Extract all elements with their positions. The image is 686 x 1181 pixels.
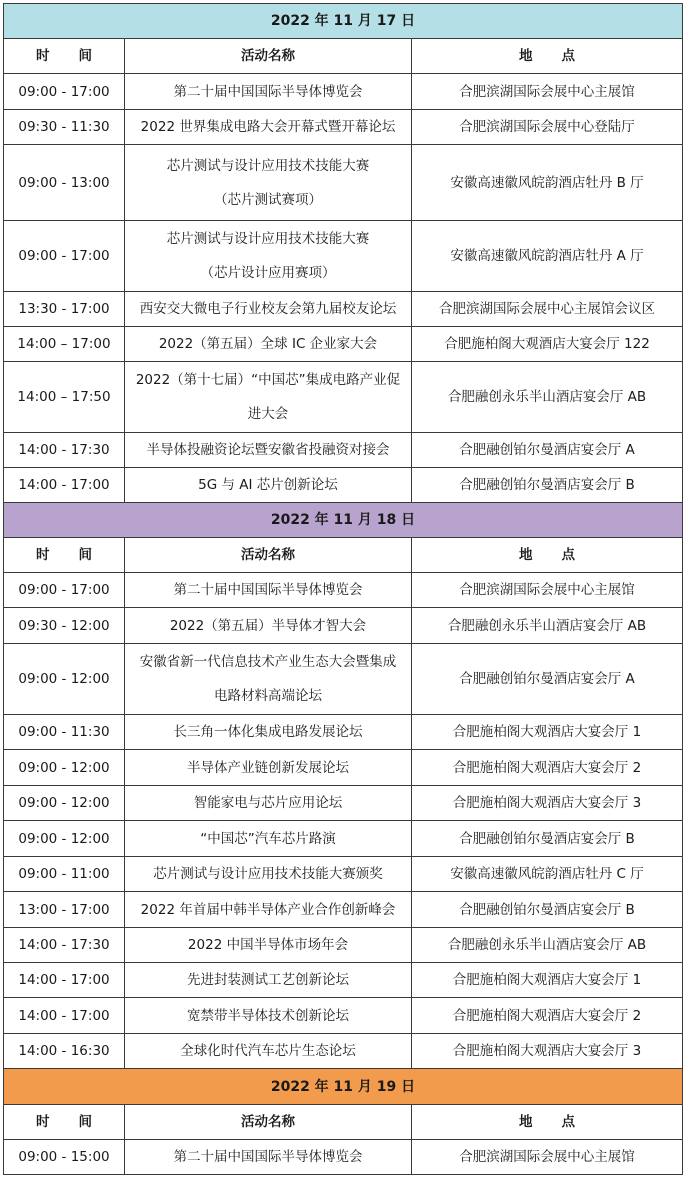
event-time: 14:00 - 17:00: [4, 468, 125, 503]
table-row: [4, 715, 683, 750]
event-time: 09:00 - 11:00: [4, 857, 125, 892]
date-cell: 2022 年 11 月 18 日: [4, 503, 683, 538]
event-name: 全球化时代汽车芯片生态论坛: [125, 1034, 412, 1069]
header-time: 时 间: [4, 39, 125, 74]
header-row: [4, 538, 683, 573]
event-location: 合肥融创铂尔曼酒店宴会厅 B: [412, 892, 683, 928]
event-location: 安徽高速徽风皖韵酒店牡丹 C 厅: [412, 857, 683, 892]
event-time: 14:00 - 17:30: [4, 928, 125, 963]
event-name: [125, 221, 412, 292]
event-location: 合肥融创永乐半山酒店宴会厅 AB: [412, 928, 683, 963]
event-name-line2: （芯片测试赛项）: [214, 191, 322, 208]
event-location: 合肥融创铂尔曼酒店宴会厅 B: [412, 821, 683, 857]
event-name-line1: 安徽省新一代信息技术产业生态大会暨集成: [139, 654, 397, 670]
event-location: 合肥滨湖国际会展中心主展馆会议区: [412, 292, 683, 327]
event-name-line2: （芯片设计应用赛项）: [200, 265, 336, 281]
event-name: 2022 世界集成电路大会开幕式暨开幕论坛: [125, 110, 412, 145]
event-time: 14:00 - 17:00: [4, 963, 125, 998]
event-name: 2022（第五届）全球 IC 企业家大会: [125, 327, 412, 362]
table-row: [4, 608, 683, 644]
event-name: 长三角一体化集成电路发展论坛: [125, 715, 412, 750]
event-location: 合肥滨湖国际会展中心主展馆: [412, 1140, 683, 1175]
table-row: [4, 1034, 683, 1069]
event-name: 2022（第五届）半导体才智大会: [125, 608, 412, 644]
event-location: 合肥融创永乐半山酒店宴会厅 AB: [412, 608, 683, 644]
table-row: [4, 1140, 683, 1175]
header-location: 地 点: [412, 39, 683, 74]
event-location: 合肥施柏阁大观酒店大宴会厅 3: [412, 1034, 683, 1069]
table-row: [4, 110, 683, 145]
table-row: [4, 327, 683, 362]
event-time: 09:00 - 12:00: [4, 821, 125, 857]
schedule-body: [4, 4, 683, 1175]
event-name: 半导体产业链创新发展论坛: [125, 750, 412, 786]
header-row: [4, 39, 683, 74]
event-location: 合肥滨湖国际会展中心主展馆: [412, 573, 683, 608]
table-row: [4, 963, 683, 998]
event-location: 合肥施柏阁大观酒店大宴会厅 2: [412, 998, 683, 1034]
header-location: 地 点: [412, 538, 683, 573]
event-time: 09:30 - 11:30: [4, 110, 125, 145]
event-location: 合肥施柏阁大观酒店大宴会厅 122: [412, 327, 683, 362]
event-name: 芯片测试与设计应用技术技能大赛颁奖: [125, 857, 412, 892]
event-name-line1: 芯片测试与设计应用技术技能大赛: [166, 231, 370, 247]
event-location: 安徽高速徽风皖韵酒店牡丹 B 厅: [412, 145, 683, 221]
table-row: [4, 74, 683, 110]
header-time: 时 间: [4, 538, 125, 573]
table-row: [4, 821, 683, 857]
event-location: 合肥滨湖国际会展中心主展馆: [412, 74, 683, 110]
event-name: 先进封装测试工艺创新论坛: [125, 963, 412, 998]
event-name: 5G 与 AI 芯片创新论坛: [125, 468, 412, 503]
event-name: 西安交大微电子行业校友会第九届校友论坛: [125, 292, 412, 327]
event-name-line2: 电路材料高端论坛: [214, 688, 322, 704]
header-time: 时 间: [4, 1105, 125, 1140]
date-row-day3: [4, 1069, 683, 1105]
event-name: 宽禁带半导体技术创新论坛: [125, 998, 412, 1034]
table-row: [4, 468, 683, 503]
date-row-day1: [4, 4, 683, 39]
table-row: [4, 892, 683, 928]
event-time: 09:00 - 15:00: [4, 1140, 125, 1175]
event-time: 09:00 - 12:00: [4, 644, 125, 715]
date-cell: 2022 年 11 月 19 日: [4, 1069, 683, 1105]
date-row-day2: [4, 503, 683, 538]
event-time: 09:00 - 12:00: [4, 750, 125, 786]
table-row: [4, 644, 683, 715]
event-name: 第二十届中国国际半导体博览会: [125, 573, 412, 608]
event-name: “中国芯”汽车芯片路演: [125, 821, 412, 857]
table-row: [4, 998, 683, 1034]
event-name: 第二十届中国国际半导体博览会: [125, 74, 412, 110]
table-row: [4, 292, 683, 327]
table-row: [4, 362, 683, 433]
event-name: [125, 145, 412, 221]
event-time: 09:00 - 17:00: [4, 221, 125, 292]
event-location: 合肥施柏阁大观酒店大宴会厅 3: [412, 786, 683, 821]
event-location: 安徽高速徽风皖韵酒店牡丹 A 厅: [412, 221, 683, 292]
event-time: 13:30 - 17:00: [4, 292, 125, 327]
header-name: 活动名称: [125, 538, 412, 573]
event-location: 合肥施柏阁大观酒店大宴会厅 1: [412, 963, 683, 998]
table-row: [4, 857, 683, 892]
header-name: 活动名称: [125, 39, 412, 74]
event-time: 14:00 - 16:30: [4, 1034, 125, 1069]
header-row: [4, 1105, 683, 1140]
table-row: [4, 433, 683, 468]
event-time: 14:00 - 17:30: [4, 433, 125, 468]
event-location: 合肥融创铂尔曼酒店宴会厅 B: [412, 468, 683, 503]
table-row: [4, 221, 683, 292]
table-row: [4, 573, 683, 608]
event-time: 09:00 - 12:00: [4, 786, 125, 821]
event-time: 09:00 - 11:30: [4, 715, 125, 750]
event-location: 合肥融创铂尔曼酒店宴会厅 A: [412, 644, 683, 715]
event-name: 智能家电与芯片应用论坛: [125, 786, 412, 821]
event-location: 合肥施柏阁大观酒店大宴会厅 2: [412, 750, 683, 786]
event-name: [125, 362, 412, 433]
event-location: 合肥融创铂尔曼酒店宴会厅 A: [412, 433, 683, 468]
event-name: 第二十届中国国际半导体博览会: [125, 1140, 412, 1175]
header-name: 活动名称: [125, 1105, 412, 1140]
schedule-table: [3, 3, 683, 1175]
event-time: 14:00 – 17:00: [4, 327, 125, 362]
event-time: 14:00 - 17:00: [4, 998, 125, 1034]
table-row: [4, 786, 683, 821]
header-location: 地 点: [412, 1105, 683, 1140]
table-row: [4, 928, 683, 963]
event-time: 14:00 – 17:50: [4, 362, 125, 433]
event-location: 合肥融创永乐半山酒店宴会厅 AB: [412, 362, 683, 433]
event-name: 2022 年首届中韩半导体产业合作创新峰会: [125, 892, 412, 928]
event-time: 13:00 - 17:00: [4, 892, 125, 928]
date-cell: 2022 年 11 月 17 日: [4, 4, 683, 39]
event-time: 09:00 - 17:00: [4, 74, 125, 110]
event-time: 09:00 - 17:00: [4, 573, 125, 608]
event-name: 2022 中国半导体市场年会: [125, 928, 412, 963]
event-name: 半导体投融资论坛暨安徽省投融资对接会: [125, 433, 412, 468]
event-name: [125, 644, 412, 715]
event-time: 09:00 - 13:00: [4, 145, 125, 221]
table-row: [4, 750, 683, 786]
event-name-line2: 进大会: [247, 406, 289, 422]
event-location: 合肥施柏阁大观酒店大宴会厅 1: [412, 715, 683, 750]
event-time: 09:30 - 12:00: [4, 608, 125, 644]
table-row: [4, 145, 683, 221]
event-name-line1: 芯片测试与设计应用技术技能大赛: [166, 157, 370, 174]
event-name-line1: 2022（第十七届）“中国芯”集成电路产业促: [135, 372, 401, 388]
event-location: 合肥滨湖国际会展中心登陆厅: [412, 110, 683, 145]
